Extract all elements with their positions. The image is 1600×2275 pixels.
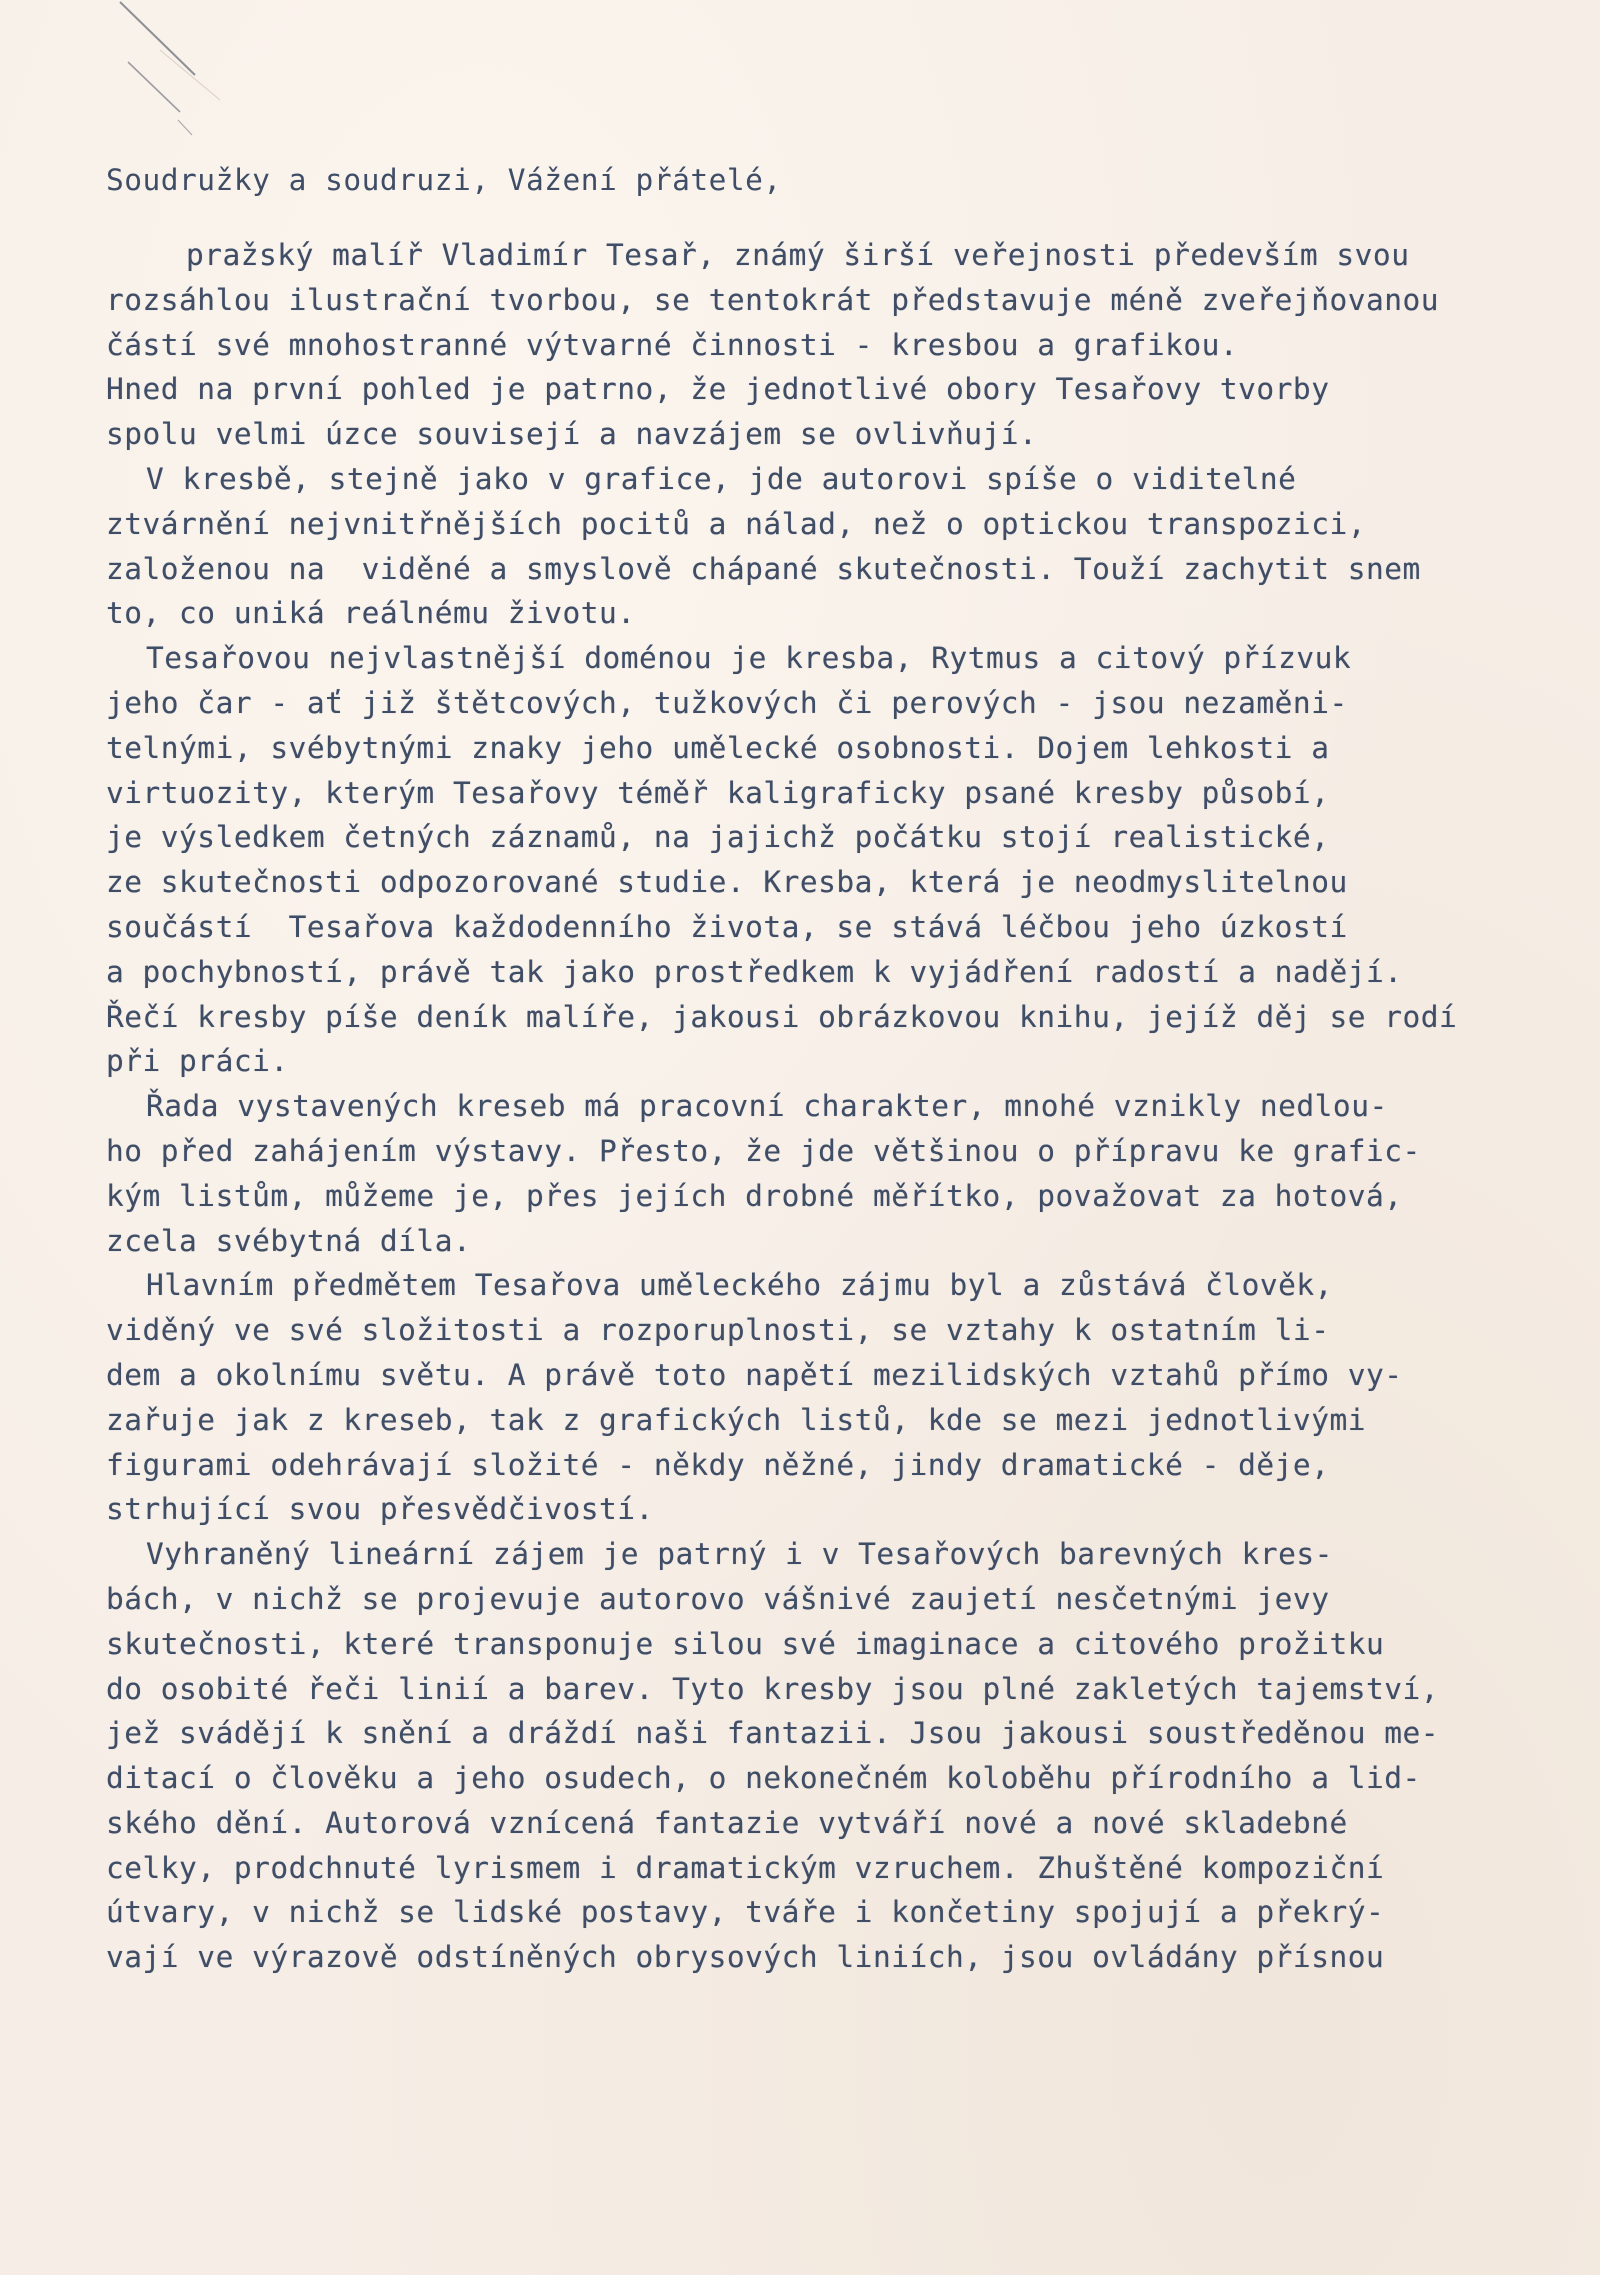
text-line: ho před zahájením výstavy. Přesto, že jde většinou o přípravu ke grafic-	[106, 1133, 1421, 1168]
text-line: strhující svou přesvědčivostí.	[106, 1492, 654, 1527]
text-line: součástí Tesařova každodenního života, se stává léčbou jeho úzkostí	[106, 909, 1348, 944]
text-line: pražský malíř Vladimír Tesař, známý širší veřejnosti především svou	[186, 238, 1410, 272]
text-line: vají ve výrazově odstíněných obrysových liniích, jsou ovládány přísnou	[106, 1940, 1385, 1975]
text-line: zcela svébytná díla.	[106, 1223, 472, 1258]
text-line: do osobité řeči linií a barev. Tyto kresby jsou plné zakletých tajemství,	[106, 1671, 1440, 1706]
text-line: ditací o člověku a jeho osudech, o nekonečném koloběhu přírodního a lid-	[106, 1761, 1421, 1796]
text-line: virtuozity, kterým Tesařovy téměř kaligraficky psané kresby působí,	[106, 775, 1330, 810]
text-line: skutečnosti, které transponuje silou své imaginace a citového prožitku	[106, 1626, 1385, 1661]
text-line: Tesařovou nejvlastnější doménou je kresba, Rytmus a citový přízvuk	[146, 641, 1352, 676]
text-line: kým listům, můžeme je, přes jejích drobné měřítko, považovat za hotová,	[106, 1178, 1403, 1213]
text-line: je výsledkem četných záznamů, na jajichž počátku stojí realistické,	[106, 820, 1330, 855]
salutation: Soudružky a soudruzi, Vážení přátelé,	[106, 163, 782, 197]
text-line: Hlavním předmětem Tesařova uměleckého zájmu byl a zůstává člověk,	[146, 1268, 1333, 1303]
pencil-mark-icon	[100, 0, 300, 160]
text-line: při práci.	[106, 1044, 289, 1079]
text-line: ského dění. Autorová vznícená fantazie vytváří nové a nové skladebné	[106, 1805, 1348, 1840]
letter-body	[106, 233, 1566, 1980]
text-line: spolu velmi úzce souvisejí a navzájem se ovlivňují.	[106, 417, 1038, 452]
text-line: Řečí kresby píše deník malíře, jakousi obrázkovou knihu, jejíž děj se rodí	[106, 999, 1458, 1034]
text-line: jeho čar - ať již štětcových, tužkových či perových - jsou nezaměni-	[106, 685, 1348, 720]
text-line: jež svádějí k snění a dráždí naši fantazii. Jsou jakousi soustředěnou me-	[106, 1716, 1440, 1751]
text-line: viděný ve své složitosti a rozporuplnosti, se vztahy k ostatním li-	[106, 1313, 1330, 1348]
text-line: rozsáhlou ilustrační tvorbou, se tentokrát představuje méně zveřejňovanou	[106, 282, 1440, 317]
text-line: ze skutečnosti odpozorované studie. Kresba, která je neodmyslitelnou	[106, 865, 1348, 900]
text-line: útvary, v nichž se lidské postavy, tváře i končetiny spojují a překrý-	[106, 1895, 1385, 1930]
text-line: částí své mnohostranné výtvarné činnosti - kresbou a grafikou.	[106, 327, 1239, 362]
text-line: to, co uniká reálnému životu.	[106, 596, 636, 631]
text-line: telnými, svébytnými znaky jeho umělecké osobnosti. Dojem lehkosti a	[106, 730, 1330, 765]
text-line: a pochybností, právě tak jako prostředkem k vyjádření radostí a nadějí.	[106, 954, 1403, 989]
text-line: založenou na viděné a smyslově chápané skutečnosti. Touží zachytit snem	[106, 551, 1421, 586]
text-line: bách, v nichž se projevuje autorovo vášnivé zaujetí nesčetnými jevy	[106, 1581, 1330, 1616]
text-line: zařuje jak z kreseb, tak z grafických listů, kde se mezi jednotlivými	[106, 1402, 1366, 1437]
text-line: Hned na první pohled je patrno, že jednotlivé obory Tesařovy tvorby	[106, 372, 1330, 407]
text-line: Vyhraněný lineární zájem je patrný i v Tesařových barevných kres-	[146, 1537, 1333, 1572]
text-line: figurami odehrávají složité - někdy něžné, jindy dramatické - děje,	[106, 1447, 1330, 1482]
text-line: ztvárnění nejvnitřnějších pocitů a nálad, než o optickou transpozici,	[106, 506, 1366, 541]
text-line: celky, prodchnuté lyrismem i dramatickým vzruchem. Zhuštěné kompoziční	[106, 1850, 1385, 1885]
text-line: V kresbě, stejně jako v grafice, jde autorovi spíše o viditelné	[146, 461, 1297, 496]
text-line: dem a okolnímu světu. A právě toto napětí mezilidských vztahů přímo vy-	[106, 1357, 1403, 1392]
text-line: Řada vystavených kreseb má pracovní charakter, mnohé vznikly nedlou-	[146, 1089, 1388, 1124]
